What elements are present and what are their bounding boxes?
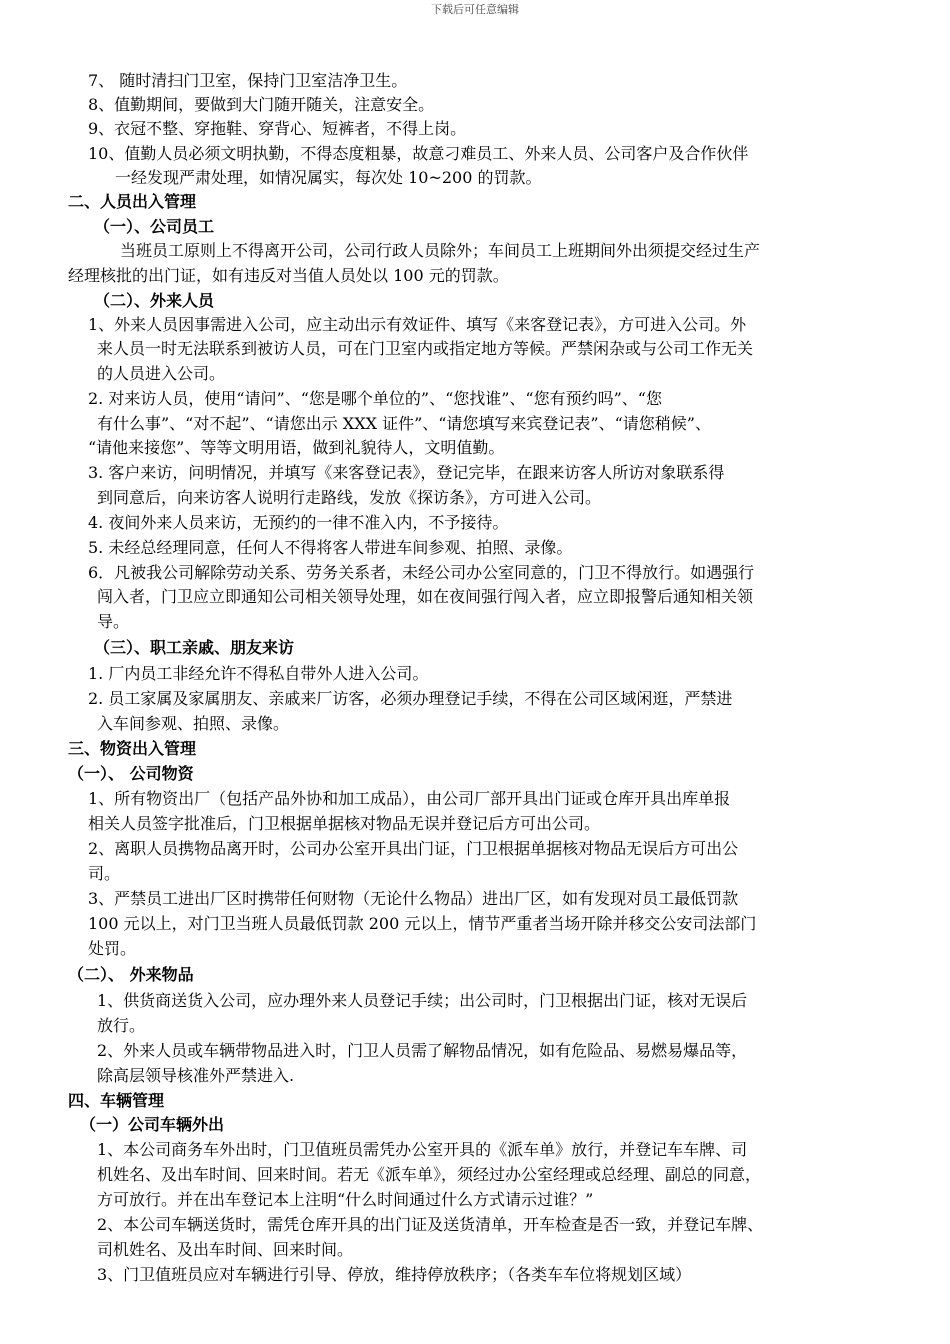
text-line: 导。 bbox=[97, 612, 130, 631]
text-line: 司机姓名、及出车时间、回来时间。 bbox=[97, 1240, 354, 1259]
text-line: 2. 对来访人员，使用“请问”、“您是哪个单位的”、“您找谁”、“您有预约吗”、“您 bbox=[88, 389, 662, 408]
text-line: 的人员进入公司。 bbox=[97, 364, 226, 383]
text-line: 司。 bbox=[88, 864, 121, 883]
text-line: 2. 员工家属及家属朋友、亲戚来厂访客，必须办理登记手续，不得在公司区域闲逛，严禁进 bbox=[88, 689, 733, 708]
text-line: 当班员工原则上不得离开公司，公司行政人员除外；车间员工上班期间外出须提交经过生产 bbox=[120, 241, 761, 260]
subsection-heading: （二）、外来人员 bbox=[94, 291, 215, 310]
text-line: 入车间参观、拍照、录像。 bbox=[97, 714, 290, 733]
text-line: 1、本公司商务车外出时，门卫值班员需凭办公室开具的《派车单》放行，并登记车车牌、司 bbox=[97, 1140, 748, 1159]
text-line: 有什么事”、“对不起”、“请您出示 XXX 证件”、“请您填写来宾登记表”、“请您稍候”、 bbox=[97, 414, 711, 433]
text-line: 3、严禁员工进出厂区时携带任何财物（无论什么物品）进出厂区，如有发现对员工最低罚款 bbox=[88, 889, 739, 908]
text-line: 来人员一时无法联系到被访人员，可在门卫室内或指定地方等候。严禁闲杂或与公司工作无关 bbox=[97, 339, 754, 358]
text-line: 处罚。 bbox=[88, 939, 137, 958]
text-line: 5. 未经总经理同意，任何人不得将客人带进车间参观、拍照、录像。 bbox=[88, 538, 573, 557]
section-heading: 四、车辆管理 bbox=[68, 1091, 165, 1110]
subsection-heading: （一）、 公司物资 bbox=[68, 764, 194, 783]
text-line: 3. 客户来访，问明情况，并填写《来客登记表》，登记完毕，在跟来访客人所访对象联系得 bbox=[88, 463, 725, 482]
text-line: 闯入者，门卫应立即通知公司相关领导处理，如在夜间强行闯入者，应立即报警后通知相关领 bbox=[97, 587, 754, 606]
text-line: 经理核批的出门证，如有违反对当值人员处以 100 元的罚款。 bbox=[68, 266, 509, 285]
text-line: 除高层领导核准外严禁进入. bbox=[97, 1066, 295, 1085]
text-line: 10、值勤人员必须文明执勤，不得态度粗暴，故意刁难员工、外来人员、公司客户及合作伙伴 bbox=[88, 144, 749, 163]
text-line: 相关人员签字批准后，门卫根据单据核对物品无误并登记后方可出公司。 bbox=[88, 814, 601, 833]
text-line: 1、所有物资出厂（包括产品外协和加工成品），由公司厂部开具出门证或仓库开具出库单报 bbox=[88, 789, 731, 808]
subsection-heading: （二）、 外来物品 bbox=[68, 965, 194, 984]
text-line: 6．凡被我公司解除劳动关系、劳务关系者，未经公司办公室同意的，门卫不得放行。如遇强行 bbox=[88, 563, 755, 582]
text-line: 一经发现严肃处理，如情况属实，每次处 10~200 的罚款。 bbox=[115, 168, 542, 187]
text-line: 3、门卫值班员应对车辆进行引导、停放，维持停放秩序；（各类车车位将规划区域） bbox=[97, 1265, 692, 1284]
text-line: 2、外来人员或车辆带物品进入时，门卫人员需了解物品情况，如有危险品、易燃易爆品等， bbox=[97, 1041, 748, 1060]
text-line: 方可放行。并在出车登记本上注明“什么时间通过什么方式请示过谁？” bbox=[97, 1190, 594, 1209]
text-line: 2、本公司车辆送货时，需凭仓库开具的出门证及送货清单，开车检查是否一致，并登记车牌、 bbox=[97, 1215, 764, 1234]
text-line: 9、衣冠不整、穿拖鞋、穿背心、短裤者，不得上岗。 bbox=[88, 119, 467, 138]
text-line: 1、外来人员因事需进入公司，应主动出示有效证件、填写《来客登记表》，方可进入公司。外 bbox=[88, 315, 747, 334]
text-line: “请他来接您”、等等文明用语，做到礼貌待人，文明值勤。 bbox=[88, 438, 505, 457]
text-line: 7、 随时清扫门卫室，保持门卫室洁净卫生。 bbox=[88, 71, 408, 90]
text-line: 1. 厂内员工非经允许不得私自带外人进入公司。 bbox=[88, 664, 429, 683]
subsection-heading: （三）、职工亲戚、朋友来访 bbox=[94, 638, 295, 657]
text-line: 机姓名、及出车时间、回来时间。若无《派车单》，须经过办公室经理或总经理、副总的同意， bbox=[97, 1165, 762, 1184]
text-line: 8、值勤期间，要做到大门随开随关，注意安全。 bbox=[88, 95, 435, 114]
text-line: 1、供货商送货入公司，应办理外来人员登记手续；出公司时，门卫根据出门证，核对无误后 bbox=[97, 991, 748, 1010]
subsection-heading: （一）公司车辆外出 bbox=[80, 1115, 225, 1134]
section-heading: 二、人员出入管理 bbox=[68, 192, 197, 211]
page-header-caption: 下载后可任意编辑 bbox=[431, 3, 519, 16]
text-line: 2、离职人员携物品离开时，公司办公室开具出门证，门卫根据单据核对物品无误后方可出公 bbox=[88, 839, 739, 858]
text-line: 100 元以上，对门卫当班人员最低罚款 200 元以上，情节严重者当场开除并移交公安司法部门 bbox=[88, 914, 757, 933]
subsection-heading: （一）、公司员工 bbox=[94, 217, 215, 236]
text-line: 到同意后，向来访客人说明行走路线，发放《探访条》，方可进入公司。 bbox=[97, 488, 602, 507]
text-line: 放行。 bbox=[97, 1016, 146, 1035]
text-line: 4. 夜间外来人员来访，无预约的一律不准入内，不予接待。 bbox=[88, 513, 509, 532]
section-heading: 三、物资出入管理 bbox=[68, 739, 197, 758]
